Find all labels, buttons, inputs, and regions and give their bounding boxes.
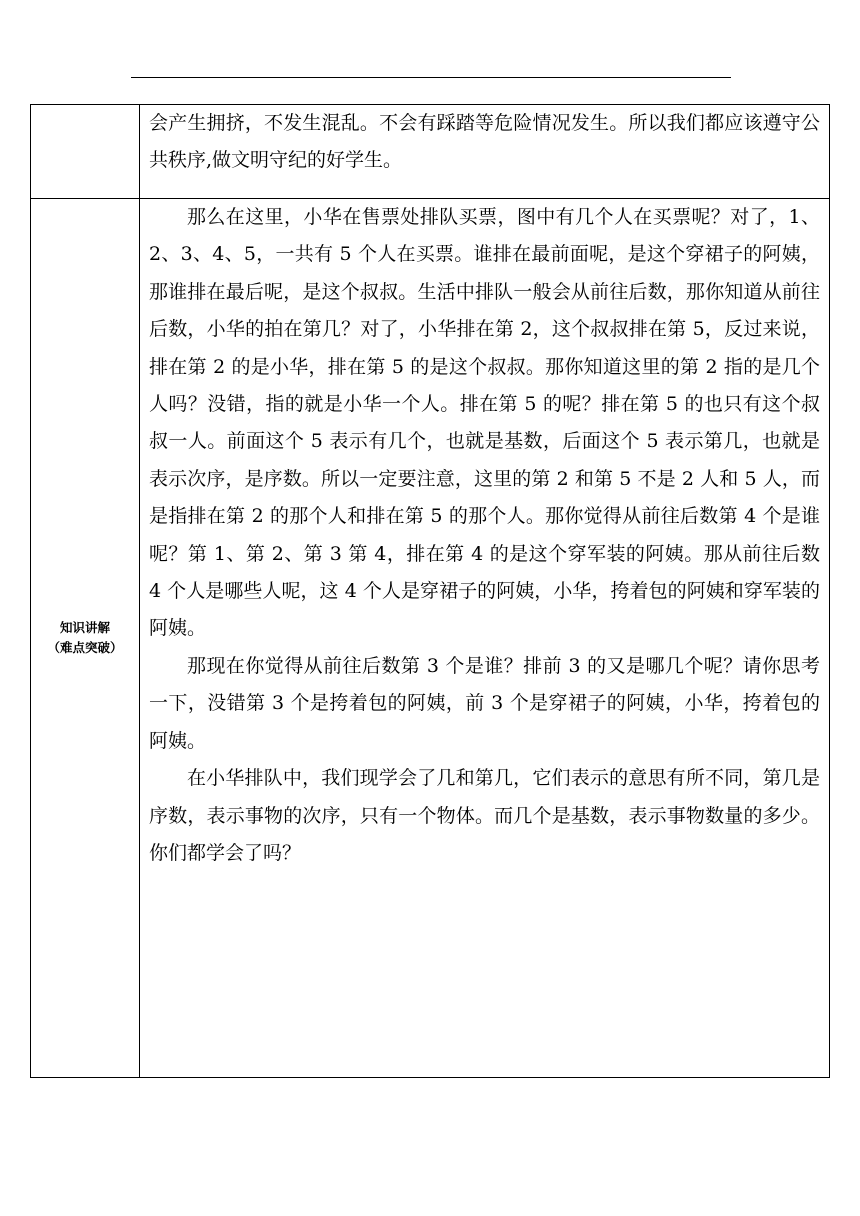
lesson-table <box>30 104 830 1078</box>
row-label-line1: 知识讲解 <box>59 620 110 635</box>
row-label-cell <box>31 105 140 199</box>
row-content-cell <box>140 199 830 1078</box>
paragraph: 那现在你觉得从前往后数第 3 个是谁？排前 3 的又是哪几个呢？请你思考一下，没错第 3 个是挎着包的阿姨，前 3 个是穿裙子的阿姨，小华，挎着包的阿姨。 <box>149 654 820 752</box>
row-content-cell <box>140 105 830 199</box>
table-row <box>31 199 830 1078</box>
table-row <box>31 105 830 199</box>
paragraph: 在小华排队中，我们现学会了几和第几，它们表示的意思有所不同，第几是序数，表示事物的次序，只有一个物体。而几个是基数，表示事物数量的多少。你们都学会了吗？ <box>149 767 820 864</box>
row-label-line2: （难点突破） <box>47 640 123 655</box>
paragraph: 会产生拥挤，不发生混乱。不会有踩踏等危险情况发生。所以我们都应该遵守公共秩序,做文明守纪的好学生。 <box>149 112 820 172</box>
row-label-cell <box>31 199 140 1078</box>
header-rule <box>131 77 731 78</box>
paragraph: 那么在这里，小华在售票处排队买票，图中有几个人在买票呢？对了，1、2、3、4、5，一共有 5 个人在买票。谁排在最前面呢，是这个穿裙子的阿姨，那谁排在最后呢，是这个叔叔。生活中排队一般会从前往后数，那你知道从前往后数，小华的拍在第几？对了，小华排在第 2，这个叔叔排在第 5，反过来说，排在第 2 的是小华，排在第 5 的是这个叔叔。那你知道这里的第 2 指的是几个人吗？没错，指的就是小华一个人。排在第 5 的呢？排在第 5 的也只有这个叔叔一人。前面这个 5 表示有几个，也就是基数，后面这个 5 表示第几，也就是表示次序，是序数。所以一定要注意，这里的第 2 和第 5 不是 2 人和 5 人，而是指排在第 2 的那个人和排在第 5 的那个人。那你觉得从前往后数第 4 个是谁呢？第 1、第 2、第 3 第 4，排在第 4 的是这个穿军装的阿姨。那从前往后数 4 个人是哪些人呢，这 4 个人是穿裙子的阿姨，小华，挎着包的阿姨和穿军装的阿姨。 <box>149 206 820 640</box>
